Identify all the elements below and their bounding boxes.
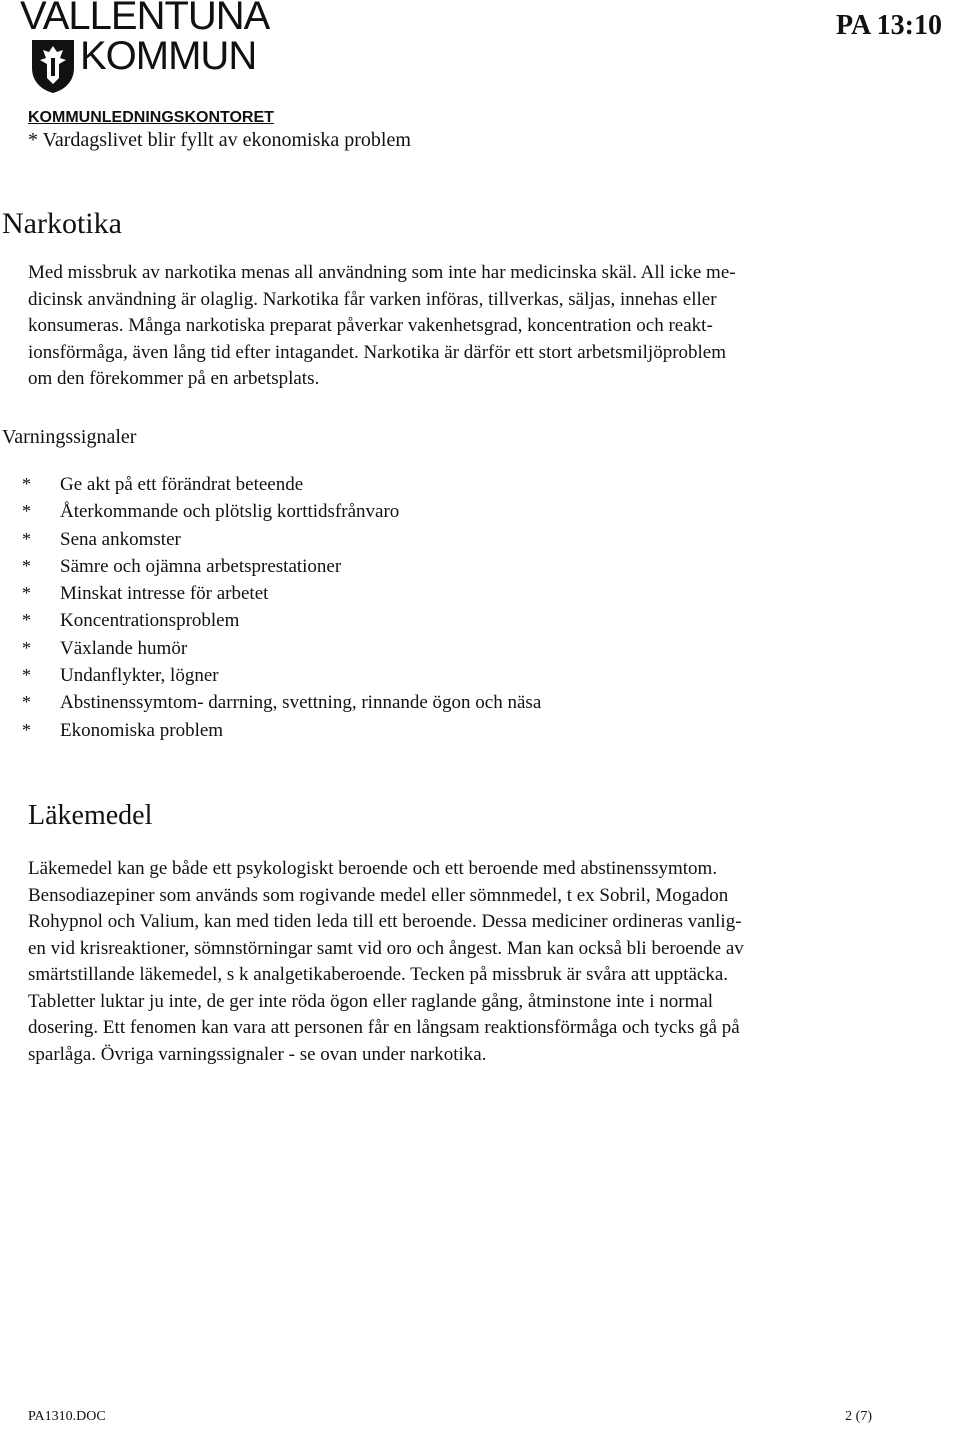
list-item [22,607,541,634]
paragraph-line: Läkemedel kan ge både ett psykologiskt beroende och ett beroende med abstinenssymtom. [28,858,718,879]
list-item-text: Sämre och ojämna arbetsprestationer [60,555,342,577]
list-item-text: Återkommande och plötslig korttidsfrånvaro [60,501,400,523]
paragraph-line: konsumeras. Många narkotiska preparat påverkar vakenhetsgrad, koncentration och reakt- [28,315,713,336]
document-code: PA 13:10 [835,10,942,41]
list-item [22,689,541,716]
paragraph-line: dicinsk användning är olaglig. Narkotika får varken införas, tillverkas, säljas, innehas eller [28,288,717,310]
department-name: KOMMUNLEDNINGSKONTORET [28,109,274,126]
paragraph-line: en vid krisreaktioner, sömnstörningar samt vid oro och ångest. Man kan också bli beroende av [28,937,744,959]
list-item [22,471,541,498]
bullet-asterisk-icon: * [22,719,31,740]
section-heading-lakemedel: Läkemedel [28,800,153,831]
list-item-text: Sena ankomster [60,528,181,550]
list-item-text: Koncentrationsproblem [60,610,240,632]
bullet-asterisk-icon: * [22,692,31,713]
paragraph-line: ionsförmåga, även lång tid efter intagandet. Narkotika är därför ett stort arbetsmiljöproblem [28,341,727,363]
bullet-asterisk-icon: * [22,610,31,631]
bullet-asterisk-icon: * [22,583,31,604]
paragraph-line: Rohypnol och Valium, kan med tiden leda till ett beroende. Dessa mediciner ordineras vanlig- [28,911,742,932]
list-item-text: Minskat intresse för arbetet [60,583,269,605]
warning-signals-list [22,471,541,744]
bullet-asterisk-icon: * [22,555,31,576]
footer-filename: PA1310.DOC [28,1409,106,1424]
paragraph-line: smärtstillande läkemedel, s k analgetikaberoende. Tecken på missbruk är svåra att upptäcka. [28,964,729,985]
paragraph-line: Tabletter luktar ju inte, de ger inte röda ögon eller raglande gång, åtminstone inte i normal [28,990,714,1012]
bullet-asterisk-icon: * [22,528,31,549]
narkotika-paragraph [28,260,888,393]
paragraph-line: sparlåga. Övriga varningssignaler - se ovan under narkotika. [28,1043,487,1065]
list-item [22,717,541,744]
bullet-asterisk-icon: * [22,474,31,494]
list-item-text: Undanflykter, lögner [60,665,219,687]
footer-page-number: 2 (7) [845,1409,872,1424]
list-item [22,580,541,607]
intro-line: * Vardagslivet blir fyllt av ekonomiska problem [28,129,411,151]
logo-text-kommun: KOMMUN [80,34,257,78]
list-item-text: Växlande humör [60,637,188,659]
lakemedel-paragraph [28,856,908,1068]
coat-of-arms-icon [30,38,76,94]
list-item [22,635,541,662]
list-item [22,498,541,525]
paragraph-line: Med missbruk av narkotika menas all användning som inte har medicinska skäl. All icke me- [28,262,736,283]
bullet-asterisk-icon: * [22,637,31,658]
list-item [22,553,541,580]
paragraph-line: dosering. Ett fenomen kan vara att personen får en långsam reaktionsförmåga och tycks gå på [28,1017,740,1038]
bullet-asterisk-icon: * [22,501,31,522]
list-item [22,526,541,553]
paragraph-line: Bensodiazepiner som används som rogivande medel eller sömnmedel, t ex Sobril, Mogadon [28,884,729,906]
list-item-text: Abstinenssymtom- darrning, svettning, rinnande ögon och näsa [60,692,542,714]
list-item-text: Ekonomiska problem [60,719,224,741]
subheading-warning-signals: Varningssignaler [2,426,137,448]
bullet-asterisk-icon: * [22,665,31,686]
logo-text-vallentuna: VALLENTUNA [20,0,270,38]
paragraph-line: om den förekommer på en arbetsplats. [28,368,320,389]
list-item [22,662,541,689]
list-item-text: Ge akt på ett förändrat beteende [60,474,304,495]
section-heading-narkotika: Narkotika [2,207,122,240]
